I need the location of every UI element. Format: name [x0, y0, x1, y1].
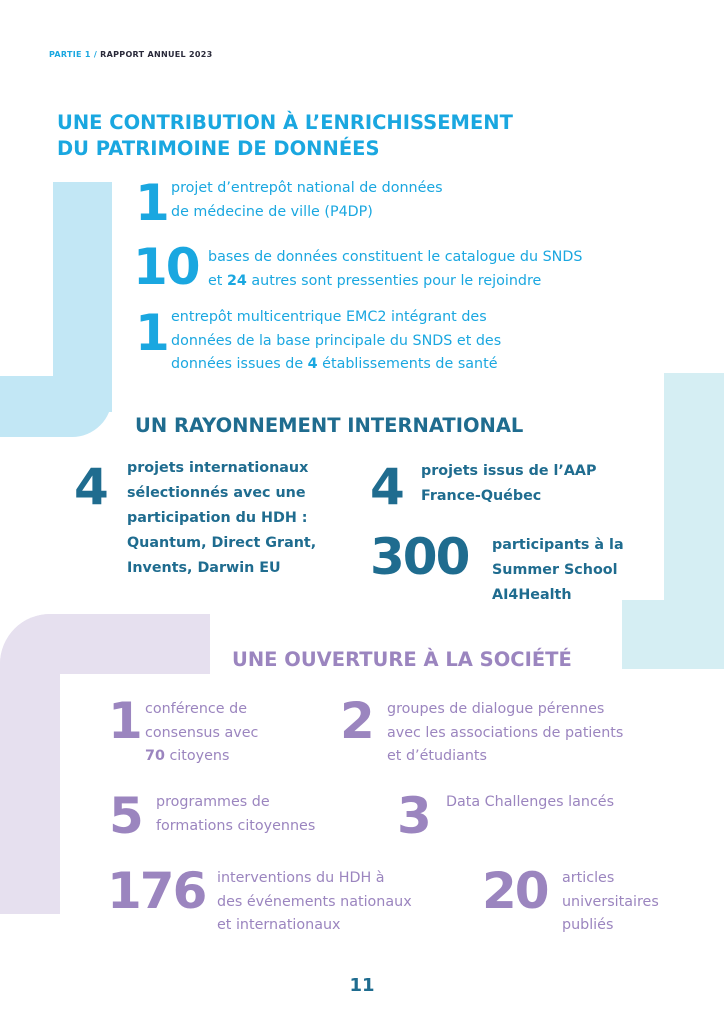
s3-item2-text — [387, 698, 623, 769]
section1-title-line1: UNE CONTRIBUTION À L’ENRICHISSEMENT — [57, 111, 513, 134]
s3-item3-number: 5 — [109, 787, 142, 845]
s2-item1-line: sélectionnés avec une — [127, 485, 306, 501]
s2-item2-line: projets issus de l’AAP — [421, 463, 597, 479]
s3-item6-number: 20 — [482, 862, 548, 920]
s1-item2-line2 — [208, 270, 582, 294]
s3-item2-line: et d’étudiants — [387, 748, 487, 764]
s1-item3-line3-bold: 4 — [307, 356, 318, 372]
s3-item6-line: publiés — [562, 917, 614, 933]
s3-item5-line: des événements nationaux — [217, 893, 412, 910]
deco-purple-bracket-stem — [0, 614, 60, 914]
s3-item2-line: groupes de dialogue pérennes — [387, 701, 605, 717]
s1-item3-line1: entrepôt multicentrique EMC2 intégrant des — [171, 309, 487, 325]
s3-item5-number: 176 — [107, 862, 206, 920]
s2-item3-line: participants à la — [492, 537, 624, 553]
s3-item1-line3-post: citoyens — [164, 748, 230, 764]
s2-item2-text — [421, 459, 596, 509]
s2-item3-text — [492, 533, 624, 608]
s3-item3-line: programmes de — [156, 794, 270, 810]
section1-title-line2: DU PATRIMOINE DE DONNÉES — [57, 137, 380, 160]
s3-item4-text — [446, 791, 614, 815]
s2-item1-line: participation du HDH : — [127, 510, 308, 526]
s1-item1-text — [171, 177, 443, 224]
deco-teal-bracket-foot — [622, 600, 724, 669]
s1-item3-line2: données de la base principale du SNDS et des — [171, 332, 502, 349]
s2-item3-line: Summer School — [492, 562, 618, 578]
deco-blue-bracket-stem — [53, 182, 112, 412]
s3-item4-line: Data Challenges lancés — [446, 794, 615, 810]
s1-item2-line2-bold: 24 — [226, 272, 247, 289]
s1-item3-number: 1 — [135, 304, 168, 362]
s1-item3-line3 — [171, 353, 501, 377]
s1-item2-line2-post: autres sont pressenties pour le rejoindre — [246, 272, 542, 289]
s3-item2-number: 2 — [340, 692, 373, 750]
section1-title — [57, 110, 577, 162]
s3-item6-line: articles — [562, 870, 615, 886]
s3-item5-line: interventions du HDH à — [217, 870, 385, 886]
s3-item1-line1: conférence de — [145, 701, 247, 717]
s3-item1-number: 1 — [108, 692, 141, 750]
s1-item1-number: 1 — [135, 174, 168, 232]
s3-item1-line2: consensus avec — [145, 724, 259, 741]
s1-item3-line3-post: établissements de santé — [317, 356, 498, 372]
s1-item1-line1: projet d’entrepôt national de données — [171, 180, 443, 196]
s3-item1-text — [145, 698, 258, 769]
s3-item6-line: universitaires — [562, 893, 659, 910]
s2-item1-line: Invents, Darwin EU — [127, 560, 281, 576]
s3-item1-line3-bold: 70 — [145, 748, 165, 764]
section3-title: UNE OUVERTURE À LA SOCIÉTÉ — [232, 648, 572, 671]
s3-item2-line: avec les associations de patients — [387, 724, 624, 741]
s2-item3-line: AI4Health — [492, 587, 572, 603]
s3-item5-text — [217, 867, 412, 938]
section2-title: UN RAYONNEMENT INTERNATIONAL — [135, 414, 524, 437]
s1-item2-number: 10 — [133, 238, 199, 296]
s1-item2-text — [208, 246, 582, 293]
s1-item1-line2: de médecine de ville (P4DP) — [171, 203, 373, 220]
s3-item6-text — [562, 867, 659, 938]
s2-item1-line: Quantum, Direct Grant, — [127, 535, 317, 551]
page-number: 11 — [349, 975, 375, 996]
s2-item1-number: 4 — [74, 458, 107, 516]
s2-item1-text — [127, 456, 316, 581]
s3-item1-line3 — [145, 745, 258, 769]
running-header — [49, 50, 213, 59]
s3-item5-line: et internationaux — [217, 917, 341, 933]
s1-item3-text — [171, 306, 501, 377]
header-part: PARTIE 1 / — [49, 50, 98, 59]
s1-item3-line3-pre: données issues de — [171, 356, 308, 372]
s2-item1-line: projets internationaux — [127, 460, 309, 476]
s3-item3-line: formations citoyennes — [156, 817, 316, 834]
s2-item2-line: France-Québec — [421, 488, 542, 504]
s1-item2-line1: bases de données constituent le catalogue du SNDS — [208, 249, 583, 265]
s2-item3-number: 300 — [370, 528, 469, 586]
header-report: RAPPORT ANNUEL 2023 — [100, 50, 213, 59]
s1-item2-line2-pre: et — [208, 272, 227, 289]
s2-item2-number: 4 — [370, 458, 403, 516]
s3-item4-number: 3 — [397, 787, 430, 845]
s3-item3-text — [156, 791, 315, 838]
